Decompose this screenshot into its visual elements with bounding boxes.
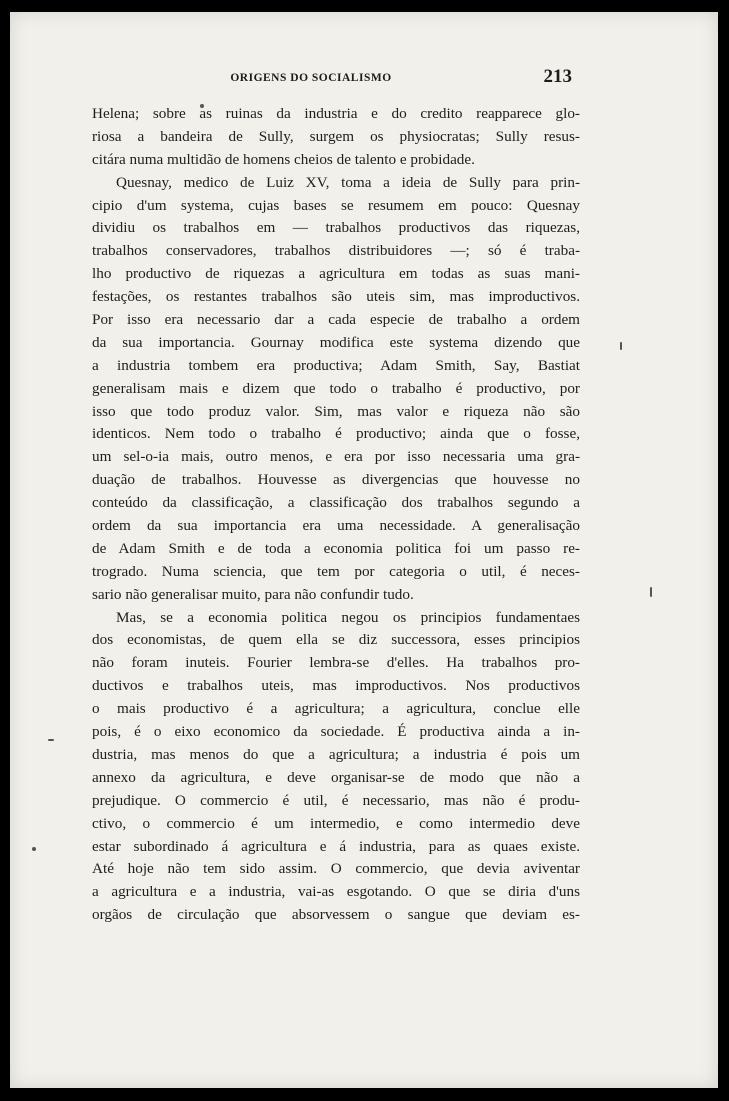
text-line: citára numa multidão de homens cheios de talento e probidade. [92,150,475,168]
text-line: Quesnay, medico de Luiz XV, toma a ideia de Sully para prin- [116,173,580,191]
text-line: ductivos e trabalhos uteis, mas improductivos. Nos productivos [92,677,580,695]
text-line: da sua importancia. Gournay modifica este systema dizendo que [92,333,580,351]
text-line: sario não generalisar muito, para não confundir tudo. [92,585,414,603]
text-line: o mais productivo é a agricultura; a agricultura, conclue elle [92,700,580,718]
text-line: a industria tombem era productiva; Adam Smith, Say, Bastiat [92,356,580,374]
text-line: conteúdo da classificação, a classificação dos trabalhos segundo a [92,494,580,512]
text-line: ordem da sua importancia era uma necessidade. A generalisação [92,517,580,535]
text-line: festações, os restantes trabalhos são uteis sim, mas improductivos. [92,288,580,306]
text-line: Mas, se a economia politica negou os principios fundamentaes [116,608,580,626]
page-number: 213 [543,66,572,87]
text-line: trogrado. Numa sciencia, que tem por categoria o util, é neces- [92,562,580,580]
text-line: trabalhos conservadores, trabalhos distribuidores —; só é traba- [92,242,580,260]
running-title: ORIGENS DO SOCIALISMO [230,72,392,84]
text-line: generalisam mais e dizem que todo o trabalho é productivo, por [92,379,580,397]
paper-speck [48,739,54,741]
text-line: duação de trabalhos. Houvesse as divergencias que houvesse no [92,471,580,489]
text-line: a agricultura e a industria, vai-as esgotando. O que se diria d'uns [92,883,580,901]
text-line: annexo da agricultura, e deve organisar-se de modo que não a [92,768,580,786]
text-line: identicos. Nem todo o trabalho é productivo; ainda que o fosse, [92,425,580,443]
paper-speck [650,587,652,597]
text-line: cipio d'um systema, cujas bases se resumem em pouco: Quesnay [92,196,580,214]
text-line: um sel-o-ia mais, outro menos, e era por isso necessaria uma gra- [92,448,580,466]
page-header [50,66,572,92]
text-line: dustria, mas menos do que a agricultura; a industria é pois um [92,745,580,763]
text-line: dividiu os trabalhos em — trabalhos productivos das riquezas, [92,219,580,237]
text-line: estar subordinado á agricultura e á industria, para as quaes existe. [92,837,580,855]
text-line: lho productivo de riquezas a agricultura em todas as suas mani- [92,265,580,283]
paper-speck [620,342,622,350]
text-line: não foram inuteis. Fourier lembra-se d'elles. Ha trabalhos pro- [92,654,580,672]
text-line: de Adam Smith e de toda a economia politica foi um passo re- [92,539,580,557]
paper-speck [32,847,36,851]
text-line: ctivo, o commercio é um intermedio, e como intermedio deve [92,814,580,832]
text-line: orgãos de circulação que absorvessem o sangue que deviam es- [92,906,580,924]
text-line: isso que todo produz valor. Sim, mas valor e riqueza não são [92,402,580,420]
text-line: Helena; sobre as ruinas da industria e do credito reapparece glo- [92,105,580,122]
text-line: dos economistas, de quem ella se diz successora, esses principios [92,631,580,649]
text-line: Por isso era necessario dar a cada especie de trabalho a ordem [92,311,580,329]
text-line: Até hoje não tem sido assim. O commercio, que devia aviventar [92,860,580,878]
text-line: pois, é o eixo economico da sociedade. É productiva ainda a in- [92,723,580,741]
body-text [92,103,580,927]
text-line: prejudique. O commercio é util, é necessario, mas não é produ- [92,791,580,809]
text-line: riosa a bandeira de Sully, surgem os physiocratas; Sully resus- [92,127,580,145]
